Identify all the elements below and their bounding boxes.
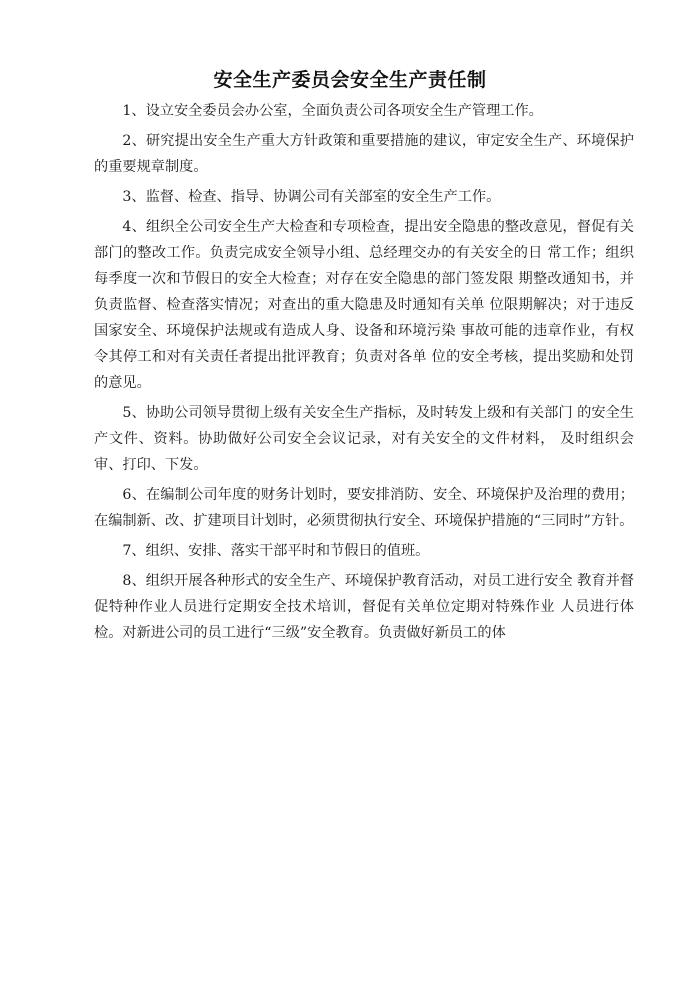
paragraph-8: 8、组织开展各种形式的安全生产、环境保护教育活动，对员工进行安全 教育并督促特种作业人员进行定期安全技术培训，督促有关单位定期对特殊作业 人员进行体检。对新进公司的员工进行“三级”安全教育。负责做好新员工的体: [94, 573, 634, 641]
paragraph-3: 3、监督、检查、指导、协调公司有关部室的安全生产工作。: [122, 189, 501, 205]
paragraph-2: 2、研究提出安全生产重大方针政策和重要措施的建议，审定安全生产、环境保护的重要规章制度。: [94, 133, 634, 175]
paragraph-7: 7、组织、安排、落实干部平时和节假日的值班。: [122, 543, 430, 559]
document-title: 安全生产委员会安全生产责任制: [213, 69, 487, 91]
paragraph-6: 6、在编制公司年度的财务计划时，要安排消防、安全、环境保护及治理的费用；在编制新、改、扩建项目计划时，必须贯彻执行安全、环境保护措施的“三同时”方针。: [94, 487, 634, 529]
paragraph-4: 4、组织全公司安全生产大检查和专项检查，提出安全隐患的整改意见，督促有关部门的整改工作。负责完成安全领导小组、总经理交办的有关安全的日 常工作；组织每季度一次和节假日的安全大检查；对存在安全隐患的部门签发限 期整改通知书，并负责监督、检查落实情况；对查出的重大隐患及时通知有关单 位限期解决；对于违反国家安全、环境保护法规或有造成人身、设备和环境污染 事故可能的违章作业，有权令其停工和对有关责任者提出批评教育；负责对各单 位的安全考核，提出奖励和处罚的意见。: [94, 219, 634, 391]
document-body: [94, 98, 634, 650]
paragraph-1: 1、设立安全委员会办公室，全面负责公司各项安全生产管理工作。: [122, 103, 543, 119]
paragraph-5: 5、协助公司领导贯彻上级有关安全生产指标，及时转发上级和有关部门 的安全生产文件、资料。协助做好公司安全会议记录，对有关安全的文件材料， 及时组织会审、打印、下发。: [94, 405, 634, 473]
